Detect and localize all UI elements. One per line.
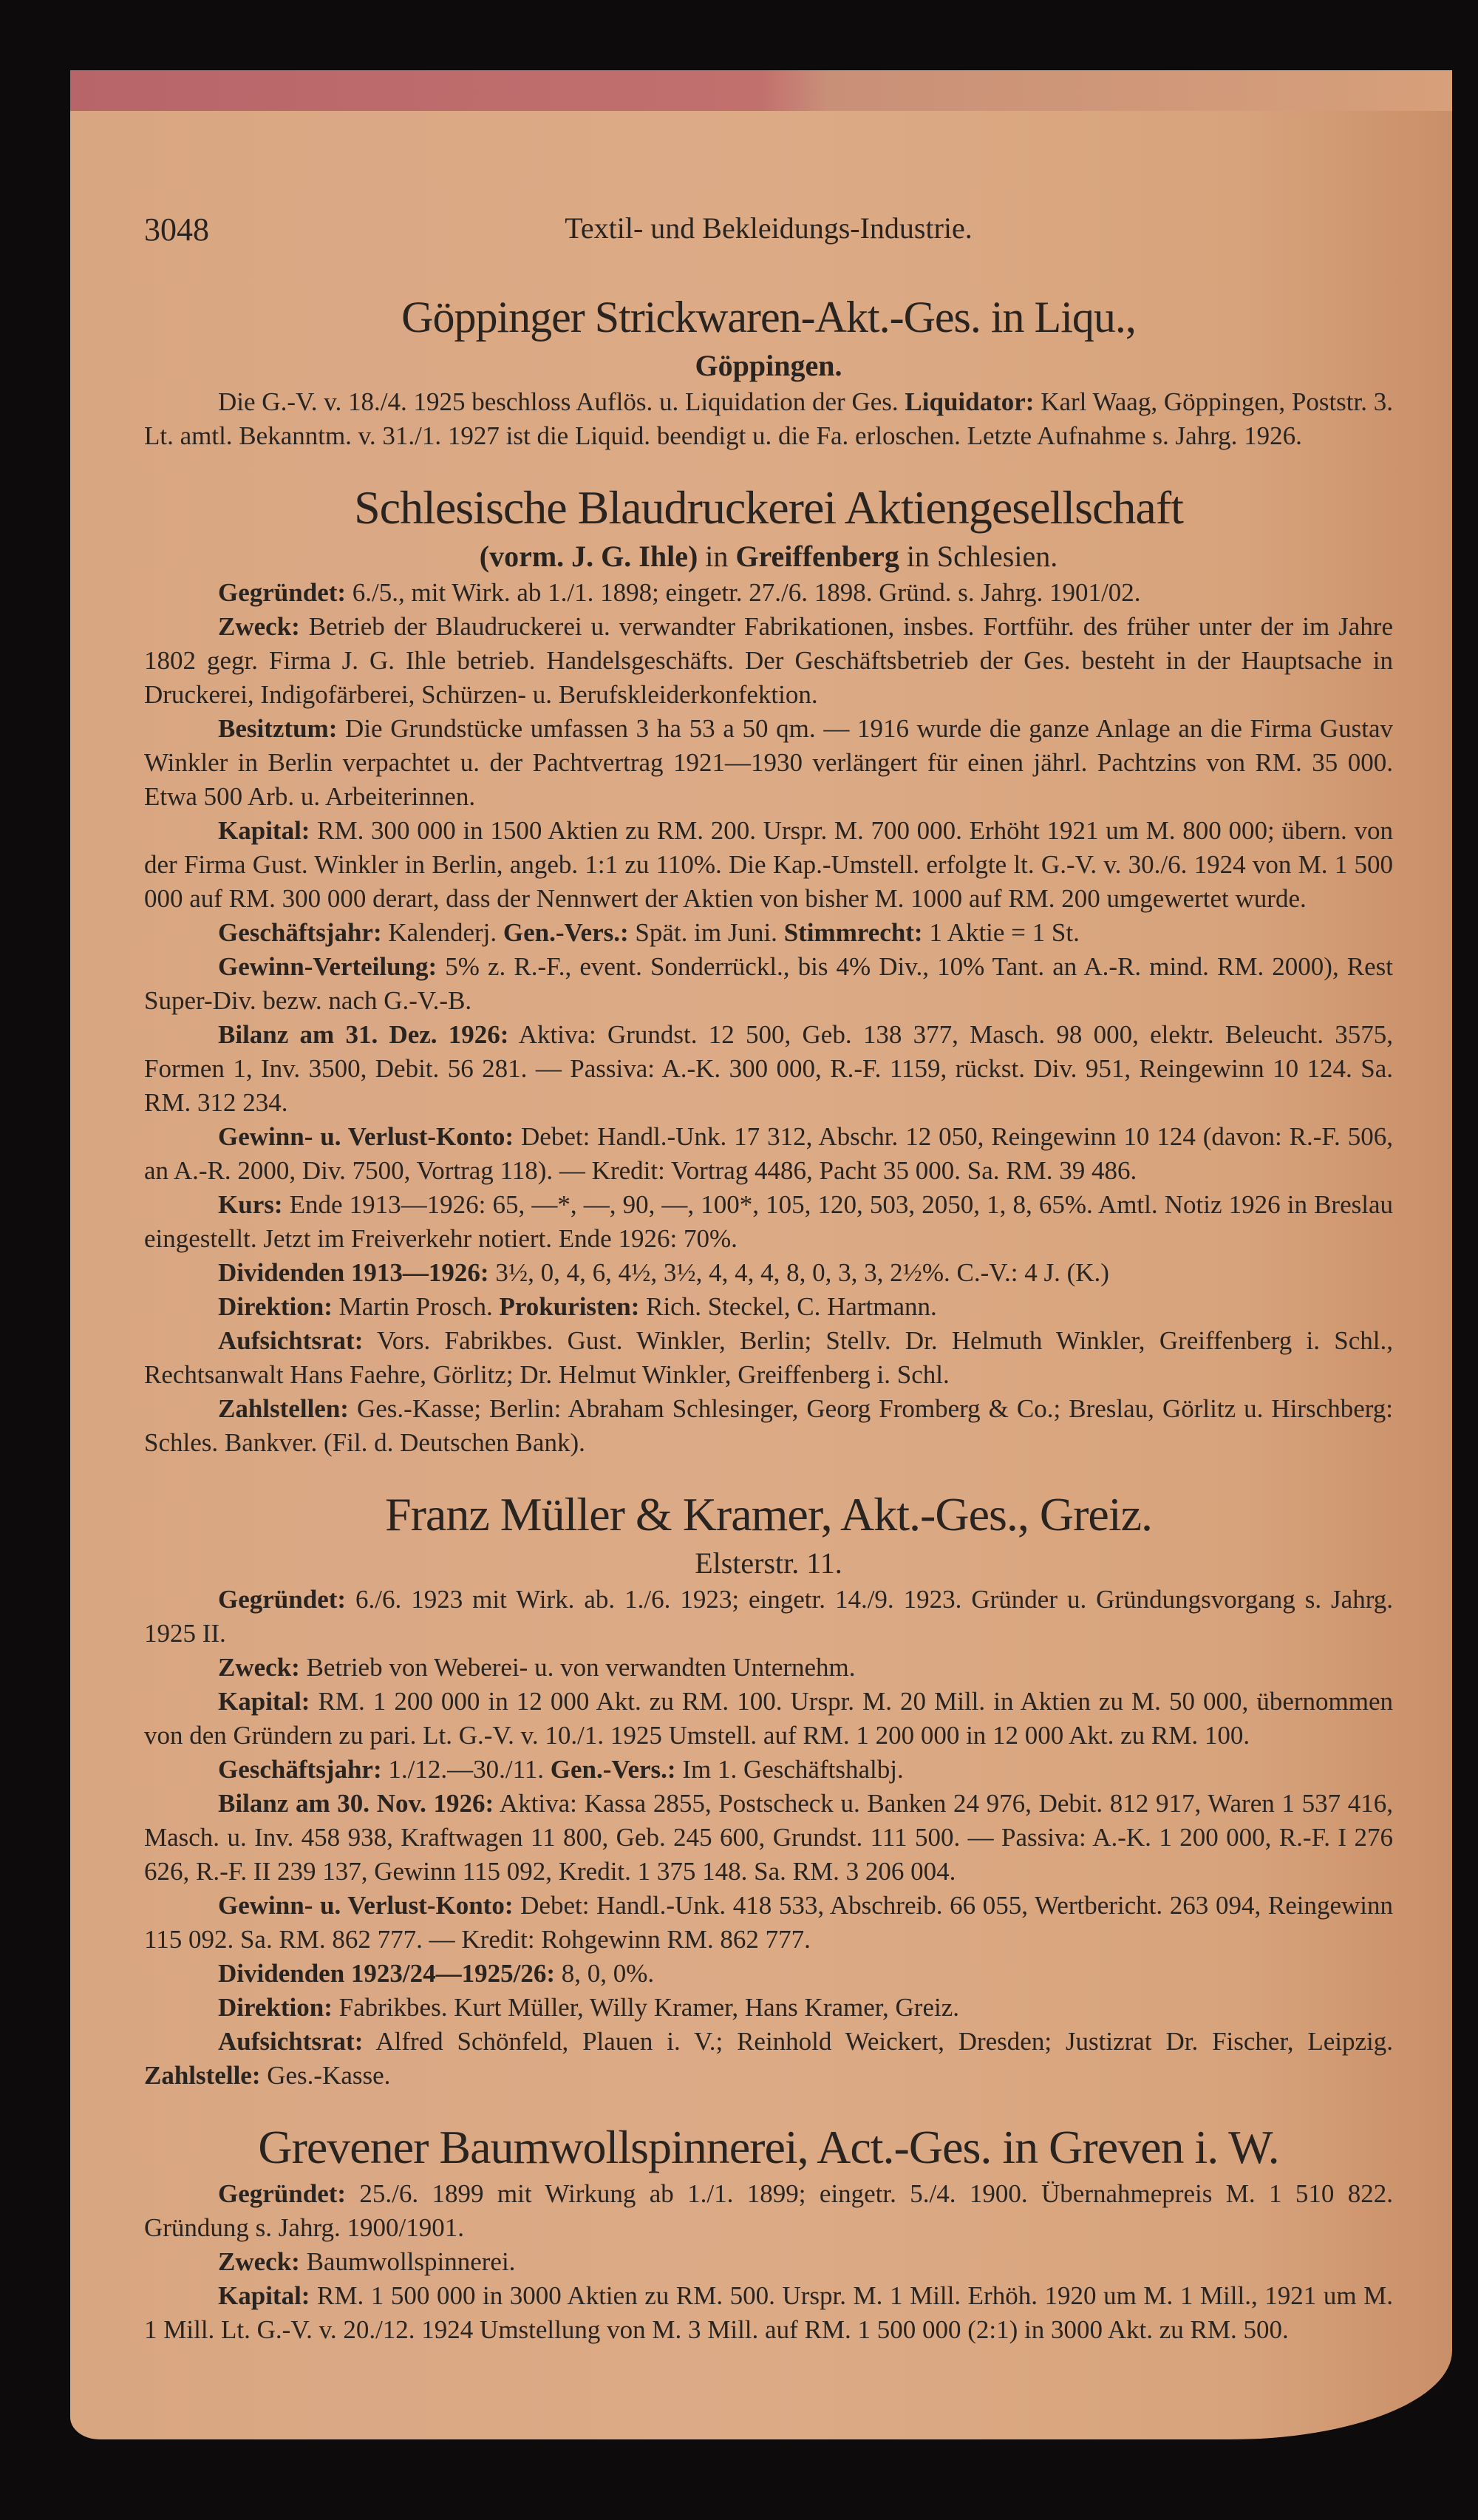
page-number: 3048 <box>144 211 209 248</box>
entry-paragraph <box>144 2279 1393 2347</box>
location-run: Elsterstr. 11. <box>695 1546 842 1580</box>
field-text: Kalenderj. <box>381 918 503 947</box>
field-label: Gen.-Vers.: <box>503 918 629 947</box>
entry-paragraph <box>144 1685 1393 1753</box>
field-label: Kapital: <box>218 2281 310 2310</box>
field-label: Dividenden 1923/24—1925/26: <box>218 1959 556 1988</box>
field-text: 6./6. 1923 mit Wirk. ab. 1./6. 1923; eingetr. 14./9. 1923. Gründer u. Gründungsvorgang s. Jahrg. 1925 II. <box>144 1585 1393 1648</box>
entry-paragraph <box>144 712 1393 814</box>
entry-paragraph <box>144 576 1393 610</box>
company-title: Göppinger Strickwaren-Akt.-Ges. in Liqu., <box>401 293 1136 342</box>
field-text: Betrieb der Blaudruckerei u. verwandter Fabrikationen, insbes. Fortführ. des früher unter der im Jahre 1802 gegr. Firma J. G. Ihle betrieb. Handelsgeschäfts. Der Geschäftsbetrieb der Ges. besteht in der Hauptsache in Druckerei, Indigofärberei, Schürzen- u. Berufskleiderkonfektion. <box>144 612 1393 709</box>
entry-paragraph <box>144 1018 1393 1120</box>
entry-paragraph <box>144 1392 1393 1460</box>
company-entries <box>144 288 1393 2347</box>
entry-paragraph <box>144 1188 1393 1256</box>
field-text: Ges.-Kasse. <box>260 2061 391 2090</box>
field-text: Ges.-Kasse; Berlin: Abraham Schlesinger, Georg Fromberg & Co.; Breslau, Görlitz u. Hirschberg: Schles. Bankver. (Fil. d. Deutschen Bank). <box>144 1394 1393 1457</box>
running-header <box>144 211 1393 262</box>
field-text: RM. 1 500 000 in 3000 Aktien zu RM. 500. Urspr. M. 1 Mill. Erhöh. 1920 um M. 1 Mill., 1921 um M. 1 Mill. Lt. G.-V. v. 20./12. 1924 Umstellung von M. 3 Mill. auf RM. 1 500 000 (2:1) in 3000 Akt. zu RM. 500. <box>144 2281 1393 2344</box>
field-label: Direktion: <box>218 1292 333 1321</box>
location-bold-run: (vorm. J. G. Ihle) <box>479 540 698 573</box>
field-text: Rich. Steckel, C. Hartmann. <box>639 1292 937 1321</box>
field-text: 1./12.—30./11. <box>381 1755 551 1784</box>
field-text: Karl Waag, Göppingen, Poststr. 3. Lt. amtl. Bekanntm. v. 31./1. 1927 ist die Liquid. beendigt u. die Fa. erloschen. Letzte Aufnahme s. Jahrg. 1926. <box>144 387 1393 450</box>
company-entry <box>144 288 1393 453</box>
field-label: Kapital: <box>218 1687 310 1716</box>
company-location <box>144 537 1393 576</box>
field-label: Gen.-Vers.: <box>550 1755 676 1784</box>
company-entry <box>144 2118 1393 2347</box>
field-text: Ende 1913—1926: 65, —*, —, 90, —, 100*, 105, 120, 503, 2050, 1, 8, 65%. Amtl. Notiz 1926 in Breslau eingestellt. Jetzt im Freiverkehr notiert. Ende 1926: 70%. <box>144 1190 1393 1253</box>
field-label: Gewinn- u. Verlust-Konto: <box>218 1891 514 1920</box>
entry-paragraph <box>144 2245 1393 2279</box>
field-label: Kurs: <box>218 1190 283 1219</box>
entry-paragraph <box>144 1991 1393 2025</box>
entry-paragraph <box>144 1583 1393 1651</box>
entry-paragraph <box>144 610 1393 712</box>
field-text: Betrieb von Weberei- u. von verwandten Unternehm. <box>299 1653 856 1682</box>
field-text: RM. 300 000 in 1500 Aktien zu RM. 200. Urspr. M. 700 000. Erhöht 1921 um M. 800 000; übern. von der Firma Gust. Winkler in Berlin, angeb. 1:1 zu 110%. Die Kap.-Umstell. erfolgte lt. G.-V. v. 30./6. 1924 von M. 1 500 000 auf RM. 300 000 derart, dass der Nennwert der Aktien von bisher M. 1000 auf RM. 200 umgewertet wurde. <box>144 816 1393 913</box>
entry-paragraph <box>144 1290 1393 1324</box>
field-label: Bilanz am 31. Dez. 1926: <box>218 1020 509 1049</box>
field-text: Die G.-V. v. 18./4. 1925 beschloss Auflös. u. Liquidation der Ges. <box>218 387 905 416</box>
entry-paragraph <box>144 2177 1393 2245</box>
field-label: Prokuristen: <box>499 1292 640 1321</box>
field-text: Baumwollspinnerei. <box>299 2247 516 2276</box>
field-label: Aufsichtsrat: <box>218 2027 364 2056</box>
entry-paragraph <box>144 1120 1393 1188</box>
field-label: Aufsichtsrat: <box>218 1326 364 1355</box>
entry-paragraph <box>144 1787 1393 1889</box>
field-text: Debet: Handl.-Unk. 418 533, Abschreib. 66 055, Wertbericht. 263 094, Reingewinn 115 092. Sa. RM. 862 777. — Kredit: Rohgewinn RM. 862 777. <box>144 1891 1393 1954</box>
company-title: Franz Müller & Kramer, Akt.-Ges., Greiz. <box>385 1488 1152 1541</box>
field-text: Debet: Handl.-Unk. 17 312, Abschr. 12 050, Reingewinn 10 124 (davon: R.-F. 506, an A.-R. 2000, Div. 7500, Vortrag 118). — Kredit: Vortrag 4486, Pacht 35 000. Sa. RM. 39 486. <box>144 1122 1393 1185</box>
field-label: Liquidator: <box>905 387 1035 416</box>
field-text: Alfred Schönfeld, Plauen i. V.; Reinhold Weickert, Dresden; Justizrat Dr. Fischer, Leipzig. <box>363 2027 1393 2056</box>
field-label: Direktion: <box>218 1993 333 2022</box>
company-entry <box>144 1485 1393 2093</box>
company-location <box>144 347 1393 385</box>
field-text: Die Grundstücke umfassen 3 ha 53 a 50 qm. — 1916 wurde die ganze Anlage an die Firma Gustav Winkler in Berlin verpachtet u. der Pachtvertrag 1921—1930 verlängert für einen jährl. Pachtzins von RM. 35 000. Etwa 500 Arb. u. Arbeiterinnen. <box>144 714 1393 811</box>
company-title: Schlesische Blaudruckerei Aktiengesellschaft <box>354 481 1183 534</box>
field-label: Gegründet: <box>218 2179 347 2208</box>
field-label: Gegründet: <box>218 1585 347 1614</box>
field-label: Stimmrecht: <box>783 918 923 947</box>
field-text: 6./5., mit Wirk. ab 1./1. 1898; eingetr. 27./6. 1898. Gründ. s. Jahrg. 1901/02. <box>346 578 1141 607</box>
field-text: Aktiva: Kassa 2855, Postscheck u. Banken 24 976, Debit. 812 917, Waren 1 537 416, Masch. u. Inv. 458 938, Kraftwagen 11 800, Geb. 245 600, Grundst. 111 500. — Passiva: A.-K. 1 200 000, R.-F. I 276 626, R.-F. II 239 137, Gewinn 115 092, Kredit. 1 375 148. Sa. RM. 3 206 004. <box>144 1789 1394 1886</box>
field-label: Dividenden 1913—1926: <box>218 1258 489 1287</box>
field-label: Kapital: <box>218 816 310 845</box>
field-label: Gewinn-Verteilung: <box>218 952 437 981</box>
location-bold-run: Greiffenberg <box>735 540 899 573</box>
entry-paragraph <box>144 950 1393 1018</box>
entry-paragraph <box>144 385 1393 453</box>
field-text: 25./6. 1899 mit Wirkung ab 1./1. 1899; eingetr. 5./4. 1900. Übernahmepreis M. 1 510 822. Gründung s. Jahrg. 1900/1901. <box>144 2179 1393 2242</box>
company-entry <box>144 478 1393 1460</box>
field-text: Fabrikbes. Kurt Müller, Willy Kramer, Hans Kramer, Greiz. <box>332 1993 959 2022</box>
field-label: Gewinn- u. Verlust-Konto: <box>218 1122 514 1151</box>
field-label: Zahlstellen: <box>218 1394 349 1423</box>
field-text: Aktiva: Grundst. 12 500, Geb. 138 377, Masch. 98 000, elektr. Beleucht. 3575, Formen 1, Inv. 3500, Debit. 56 281. — Passiva: A.-K. 300 000, R.-F. 1159, rückst. Div. 951, Reingewinn 10 124. Sa. RM. 312 234. <box>144 1020 1394 1117</box>
running-title: Textil- und Bekleidungs-Industrie. <box>565 211 973 245</box>
entry-paragraph <box>144 1651 1393 1685</box>
field-label: Besitztum: <box>218 714 338 743</box>
field-label: Geschäftsjahr: <box>218 918 382 947</box>
location-run: in Schlesien. <box>899 540 1058 573</box>
book-page <box>70 111 1452 2439</box>
entry-paragraph <box>144 1256 1393 1290</box>
entry-paragraph <box>144 1957 1393 1991</box>
field-label: Bilanz am 30. Nov. 1926: <box>218 1789 494 1818</box>
field-text: 3½, 0, 4, 6, 4½, 3½, 4, 4, 4, 8, 0, 3, 3, 2½%. C.-V.: 4 J. (K.) <box>488 1258 1109 1287</box>
entry-paragraph <box>144 916 1393 950</box>
entry-paragraph <box>144 1889 1393 1957</box>
field-text: Martin Prosch. <box>332 1292 500 1321</box>
adjacent-page-edge <box>70 70 1452 115</box>
field-text: 1 Aktie = 1 St. <box>922 918 1080 947</box>
field-text: 8, 0, 0%. <box>555 1959 655 1988</box>
field-label: Gegründet: <box>218 578 347 607</box>
field-text: RM. 1 200 000 in 12 000 Akt. zu RM. 100. Urspr. M. 20 Mill. in Aktien zu M. 50 000, übernommen von den Gründern zu pari. Lt. G.-V. v. 10./1. 1925 Umstell. auf RM. 1 200 000 in 12 000 Akt. zu RM. 100. <box>144 1687 1393 1750</box>
field-label: Zweck: <box>218 2247 300 2276</box>
entry-paragraph <box>144 1753 1393 1787</box>
field-text: 5% z. R.-F., event. Sonderrückl., bis 4% Div., 10% Tant. an A.-R. mind. RM. 2000), Rest Super-Div. bezw. nach G.-V.-B. <box>144 952 1393 1015</box>
location-bold-run: Göppingen. <box>695 349 842 382</box>
entry-paragraph <box>144 2025 1393 2093</box>
location-run: in <box>698 540 736 573</box>
field-label: Zweck: <box>218 612 300 641</box>
field-text: Spät. im Juni. <box>628 918 784 947</box>
field-label: Zweck: <box>218 1653 300 1682</box>
page-content <box>144 211 1393 2347</box>
field-text: Vors. Fabrikbes. Gust. Winkler, Berlin; Stellv. Dr. Helmuth Winkler, Greiffenberg i. Schl., Rechtsanwalt Hans Faehre, Görlitz; Dr. Helmut Winkler, Greiffenberg i. Schl. <box>144 1326 1393 1389</box>
field-label: Zahlstelle: <box>144 2061 261 2090</box>
field-label: Geschäftsjahr: <box>218 1755 382 1784</box>
company-location <box>144 1544 1393 1583</box>
entry-paragraph <box>144 1324 1393 1392</box>
company-title: Grevener Baumwollspinnerei, Act.-Ges. in Greven i. W. <box>258 2121 1279 2173</box>
entry-paragraph <box>144 814 1393 916</box>
field-text: Im 1. Geschäftshalbj. <box>675 1755 904 1784</box>
